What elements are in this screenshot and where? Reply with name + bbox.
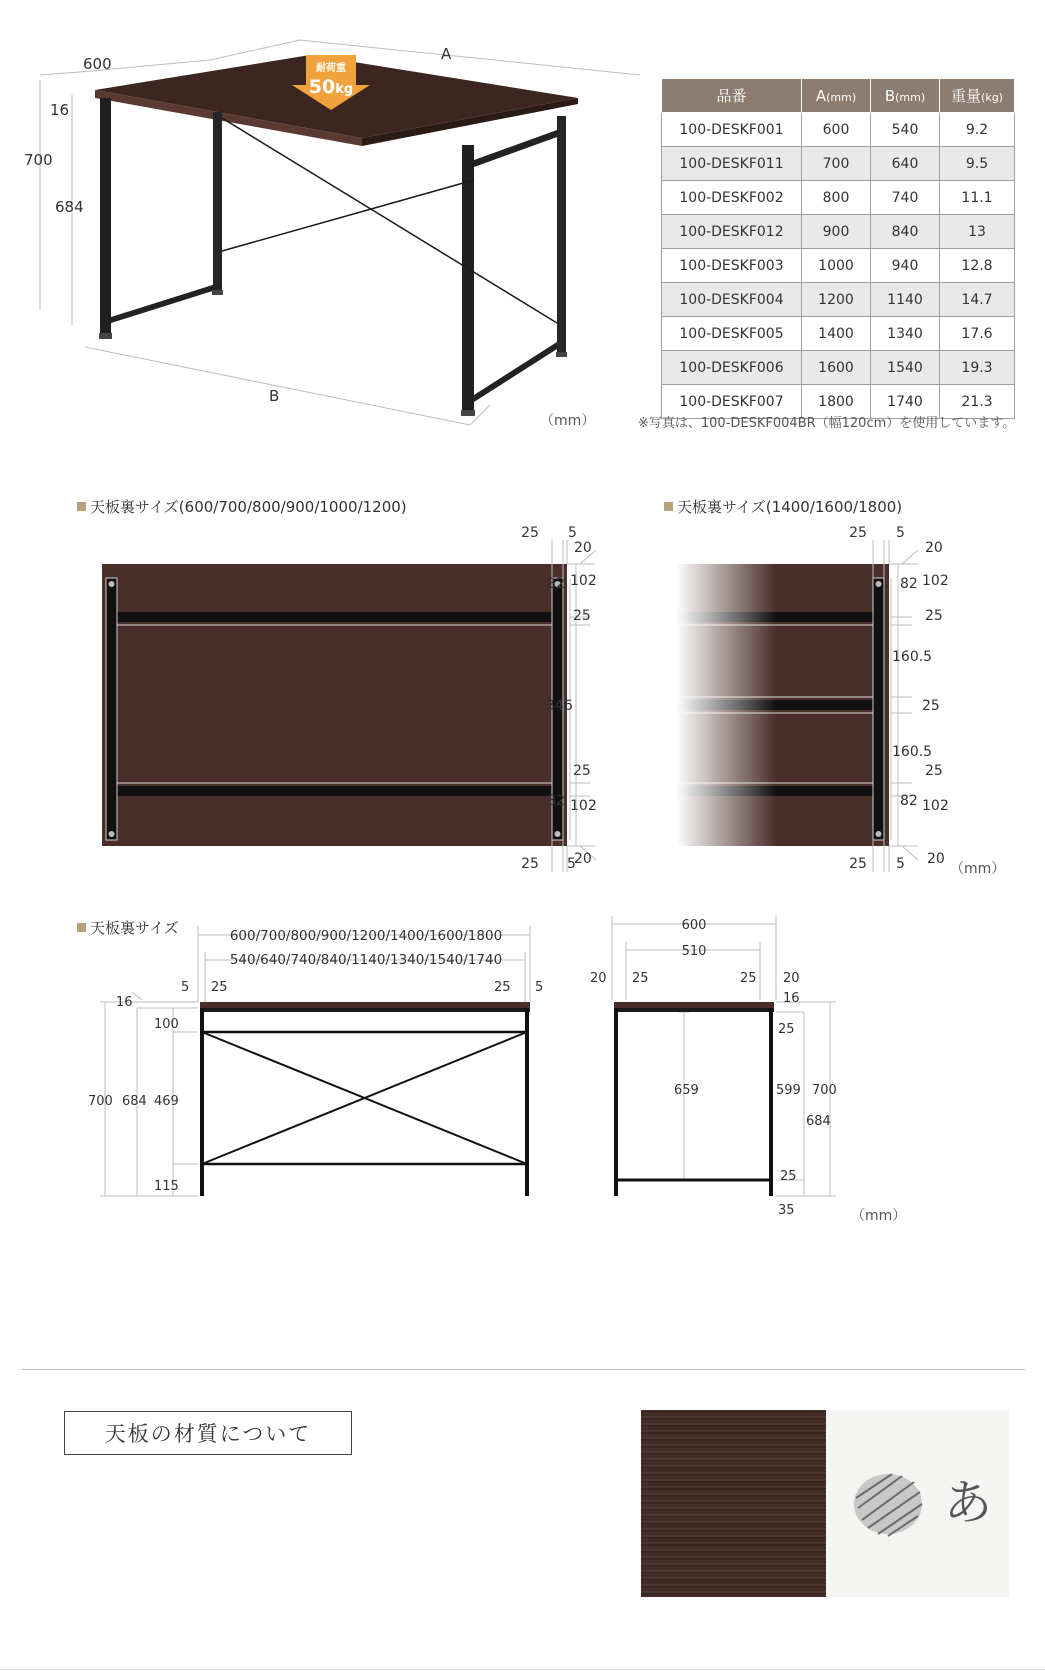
fv-5-left: 5 [181,980,190,995]
fv-25-left: 25 [211,980,228,995]
wood-texture-sample [641,1410,826,1597]
fv-16: 16 [116,995,133,1010]
sv-600: 600 [681,918,707,933]
us-small-346: 346 [546,698,573,714]
fv-700: 700 [88,1094,113,1109]
sv-25-left: 25 [632,971,649,986]
fv-widths-b: 540/640/740/840/1140/1340/1540/1740 [229,952,503,968]
table-row: 100-DESKF007 1800 1740 21.3 [662,385,1015,419]
us-large-20-top: 20 [925,540,943,556]
side-view-unit-label: （mm） [851,1208,907,1224]
pencil-scribble-icon [842,1458,942,1548]
dim-width-label: A [441,45,452,63]
underside-large-title: 天板裏サイズ(1400/1600/1800) [664,496,902,517]
us-large-20-bot: 20 [927,851,945,867]
table-row: 100-DESKF006 1600 1540 19.3 [662,351,1015,385]
us-small-5-top: 5 [568,525,577,541]
us-small-5-bot: 5 [567,856,576,872]
us-large-5-bot: 5 [896,856,905,872]
us-large-25-b: 25 [925,763,943,779]
dim-depth-label: 600 [83,55,112,73]
load-unit: kg [335,82,354,97]
table-row: 100-DESKF004 1200 1140 14.7 [662,283,1015,317]
us-small-82-bot: 82 [547,793,565,809]
fv-25-right: 25 [494,980,511,995]
table-row: 100-DESKF012 900 840 13 [662,215,1015,249]
us-large-82-bot: 82 [900,793,918,809]
perspective-unit-label: （mm） [540,413,596,429]
side-view-diagram [590,900,890,1218]
header-weight: 重量(kg) [940,79,1015,113]
header-model: 品番 [662,79,802,113]
us-large-160-a: 160.5 [892,649,933,665]
us-large-5-top: 5 [896,525,905,541]
sv-25-bottom: 25 [780,1169,797,1184]
sv-659: 659 [674,1083,699,1098]
dim-top-label: 16 [50,101,70,119]
sv-510: 510 [681,944,707,959]
underside-small-diagram [90,520,650,872]
us-small-102-top: 102 [570,573,597,589]
load-value: 50 [308,76,336,98]
table-row: 100-DESKF001 600 540 9.2 [662,113,1015,147]
table-row: 100-DESKF003 1000 940 12.8 [662,249,1015,283]
sv-25-right: 25 [740,971,757,986]
us-large-25-a: 25 [925,608,943,624]
fv-115: 115 [154,1179,179,1194]
us-small-25-bot: 25 [521,856,539,872]
fv-100: 100 [154,1017,179,1032]
us-large-102-top: 102 [922,573,949,589]
us-large-102-bot: 102 [922,798,949,814]
dim-leg-label: 684 [55,198,84,216]
us-small-25-b: 25 [573,763,591,779]
leg-front-right [462,145,474,410]
section-divider [22,1369,1025,1370]
us-small-25-a: 25 [573,608,591,624]
us-large-160-b: 160.5 [892,744,933,760]
fv-469: 469 [154,1094,179,1109]
us-small-20-top: 20 [574,540,592,556]
us-small-102-bot: 102 [570,798,597,814]
front-view-title: 天板裏サイズ [77,917,179,938]
us-small-82-top: 82 [547,576,565,592]
sv-599: 599 [776,1083,801,1098]
underside-small-title: 天板裏サイズ(600/700/800/900/1000/1200) [77,496,407,517]
spec-table-header [662,79,1015,113]
dim-inner-label: B [269,387,280,405]
us-large-25-bot: 25 [849,856,867,872]
table-row: 100-DESKF011 700 640 9.5 [662,147,1015,181]
us-large-25-mid: 25 [922,698,940,714]
load-title: 耐荷重 [316,63,346,74]
leg-back-right [557,116,566,352]
pencil-scribble-sample [826,1410,1009,1597]
photo-note: ※写真は、100-DESKF004BR（幅120cm）を使用しています。 [638,416,1016,431]
header-b: B(mm) [871,79,940,113]
us-large-82-top: 82 [900,576,918,592]
sv-20-left: 20 [590,971,607,986]
us-large-25-top: 25 [849,525,867,541]
sv-700: 700 [812,1083,837,1098]
fv-684: 684 [122,1094,147,1109]
us-small-25-top: 25 [521,525,539,541]
bottom-rule [0,1669,1045,1670]
sv-25-top: 25 [778,1022,795,1037]
sv-20-right: 20 [783,971,800,986]
front-view-diagram [80,900,640,1200]
table-row: 100-DESKF005 1400 1340 17.6 [662,317,1015,351]
fv-widths-a: 600/700/800/900/1200/1400/1600/1800 [229,928,503,944]
leg-front-left [100,98,111,333]
material-section-title: 天板の材質について [64,1411,352,1455]
dim-height-label: 700 [24,151,53,169]
us-small-20-bot: 20 [574,851,592,867]
leg-back-left [213,112,222,290]
sv-684: 684 [806,1114,831,1129]
sample-character: あ [944,1475,993,1531]
sv-16: 16 [783,991,800,1006]
spec-table [661,78,1015,419]
fv-5-right: 5 [535,980,544,995]
underside-unit-label: （mm） [950,861,1006,877]
sv-35: 35 [778,1203,795,1218]
desk-perspective-illustration [0,0,640,440]
table-row: 100-DESKF002 800 740 11.1 [662,181,1015,215]
header-a: A(mm) [802,79,871,113]
